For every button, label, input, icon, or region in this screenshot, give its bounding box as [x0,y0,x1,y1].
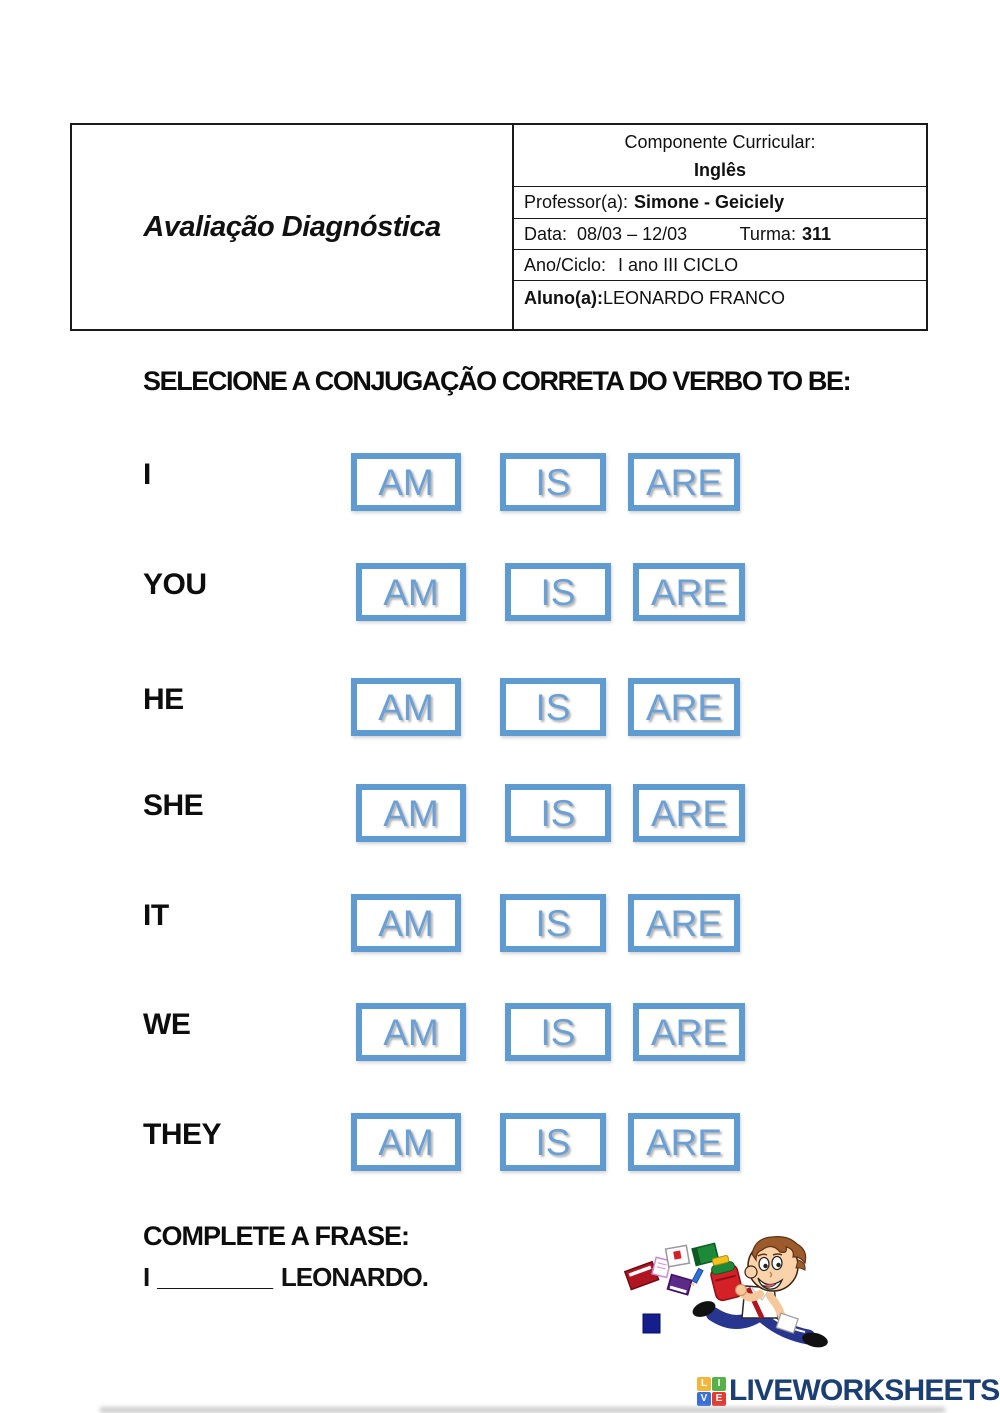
data-label: Data: 08/03 – 12/03 [524,223,688,244]
logo-tile-v: V [697,1392,711,1406]
aluno-label: Aluno(a): [524,288,603,308]
complete-instruction: COMPLETE A FRASE: [143,1221,409,1251]
option-are-button[interactable]: ARE [628,1113,740,1171]
header-row-aluno [514,281,926,329]
logo-tile-l: L [697,1377,711,1391]
page-bottom-artifact [100,1407,945,1413]
options-group [351,1113,740,1171]
liveworksheets-logo-link[interactable] [697,1374,1000,1408]
option-are-button[interactable]: ARE [628,678,740,736]
liveworksheets-logo-icon [697,1377,726,1406]
option-am-button[interactable]: AM [351,453,461,511]
option-are-button[interactable]: ARE [628,894,740,952]
options-group [356,784,745,842]
option-is-button[interactable]: IS [500,1113,606,1171]
pronoun-label: THEY [143,1118,222,1151]
header-row-professor [514,187,926,219]
options-group [351,894,740,952]
option-is-button[interactable]: IS [500,678,606,736]
header-row-ano-ciclo [514,250,926,281]
option-is-button[interactable]: IS [500,894,606,952]
options-group [351,678,740,736]
option-is-button[interactable]: IS [505,784,611,842]
liveworksheets-wordmark: LIVEWORKSHEETS [729,1374,1000,1407]
option-are-button[interactable]: ARE [633,1003,745,1061]
option-am-button[interactable]: AM [351,894,461,952]
exercise-row-she [143,783,740,843]
aluno-value: LEONARDO FRANCO [602,288,786,308]
logo-tile-e: E [712,1392,726,1406]
sentence-suffix: LEONARDO. [280,1262,428,1292]
exercise-row-i [143,452,740,512]
running-boy-illustration [612,1230,830,1354]
turma-group [740,224,831,245]
option-are-button[interactable]: ARE [633,784,745,842]
running-boy-svg [612,1230,830,1354]
header-row-data-turma [514,219,926,250]
option-are-button[interactable]: ARE [628,453,740,511]
sentence-blank-field[interactable]: ________ [157,1262,273,1292]
exercise-row-it [143,893,740,953]
options-group [356,563,745,621]
exercise-row-we [143,1002,740,1062]
option-am-button[interactable]: AM [356,1003,466,1061]
exercise-row-he [143,677,740,737]
turma-label: Turma: [739,223,796,244]
option-are-button[interactable]: ARE [633,563,745,621]
header-table [70,123,928,331]
componente-label: Componente Curricular: [624,131,816,152]
header-row-componente [514,125,926,187]
ano-ciclo-value: I ano III CICLO [618,254,739,275]
turma-value: 311 [801,223,831,244]
pronoun-label: I [143,458,151,491]
option-is-button[interactable]: IS [505,1003,611,1061]
professor-value: Simone - Geiciely [634,192,785,212]
logo-tile-i: I [712,1377,726,1391]
sentence-prefix: I [143,1262,150,1292]
option-am-button[interactable]: AM [356,784,466,842]
worksheet-title: Avaliação Diagnóstica [143,210,441,243]
option-is-button[interactable]: IS [500,453,606,511]
ano-ciclo-label: Ano/Ciclo: [524,254,607,275]
exercise-instruction: SELECIONE A CONJUGAÇÃO CORRETA DO VERBO TO BE: [143,366,851,396]
componente-value: Inglês [693,159,746,180]
option-am-button[interactable]: AM [351,1113,461,1171]
pronoun-label: IT [143,899,169,932]
option-am-button[interactable]: AM [356,563,466,621]
options-group [351,453,740,511]
pronoun-label: HE [143,683,184,716]
option-am-button[interactable]: AM [351,678,461,736]
exercise-row-you [143,562,740,622]
complete-sentence [143,1262,428,1293]
pronoun-label: YOU [143,568,207,601]
options-group [356,1003,745,1061]
pronoun-label: WE [143,1008,191,1041]
professor-label: Professor(a): [524,192,629,212]
exercise-row-they [143,1112,740,1172]
pronoun-label: SHE [143,789,204,822]
header-title-cell [72,125,514,329]
header-info-column [514,125,926,329]
option-is-button[interactable]: IS [505,563,611,621]
